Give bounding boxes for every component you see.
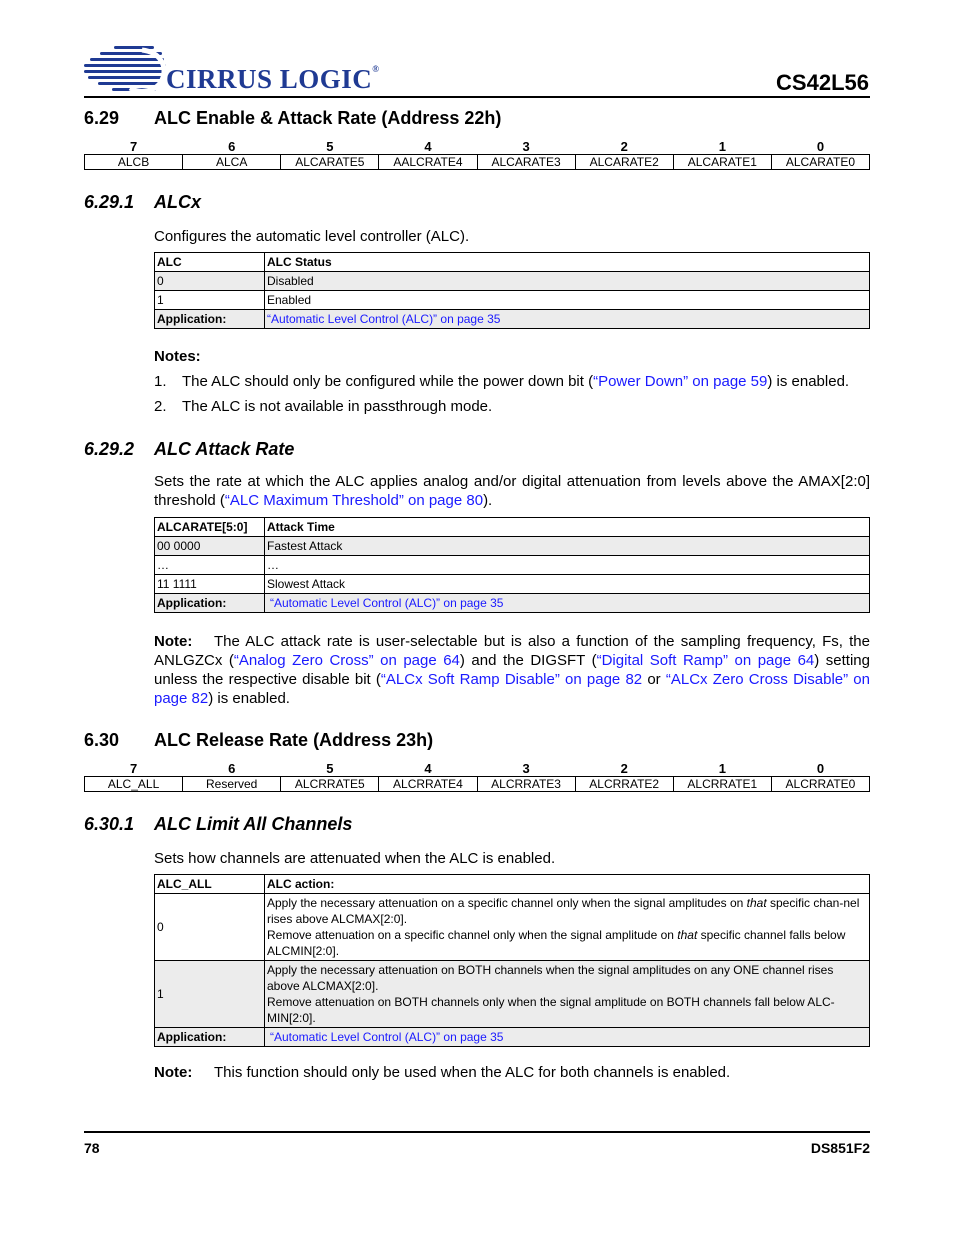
bit-number: 6 [228, 760, 236, 776]
bit-number: 0 [816, 138, 825, 154]
table-cell: Enabled [265, 291, 870, 310]
cell-text: Apply the necessary attenuation on BOTH channels when the signal amplitudes on any ONE channel rises above ALCMAX[2:0]. [267, 963, 834, 993]
cell-text-italic: that [677, 928, 698, 942]
bit-name: ALC_ALL [85, 777, 183, 792]
bit-name: ALCARATE3 [477, 155, 575, 170]
table-row [155, 575, 870, 594]
note-text: ) is enabled. [208, 690, 290, 707]
bit-number: 3 [522, 760, 530, 776]
section-heading-6-29 [84, 108, 501, 129]
bit-name: ALCRRATE4 [379, 777, 477, 792]
bit-number: 5 [326, 760, 334, 776]
table-row [155, 961, 870, 1028]
note-text: The ALC is not available in passthrough mode. [182, 398, 493, 415]
bit-name: ALCB [85, 155, 183, 170]
desc-text: Sets the rate at which the ALC applies analog and/or digital attenuation from levels above the AMAX[2:0] threshold ( [154, 473, 870, 509]
note-item-2 [154, 397, 870, 416]
register-bitmap-22h [84, 138, 870, 170]
table-cell: Disabled [265, 272, 870, 291]
document-id: DS851F2 [810, 1140, 870, 1156]
bit-number: 3 [522, 138, 530, 154]
table-cell: 00 0000 [155, 537, 265, 556]
description [154, 472, 870, 510]
table-cell [265, 961, 870, 1028]
bit-name: ALCA [183, 155, 281, 170]
attack-rate-note [154, 632, 870, 708]
application-label: Application: [155, 1028, 265, 1047]
section-number: 6.30 [84, 730, 120, 750]
header-cell: ALC [155, 253, 265, 272]
table-cell: 0 [155, 272, 265, 291]
cell-text: Apply the necessary attenuation on a specific channel only when the signal amplitudes on [267, 896, 747, 910]
bit-number: 7 [129, 138, 138, 154]
bit-name: ALCRRATE5 [281, 777, 379, 792]
cell-text: Remove attenuation on a specific channel only when the signal amplitude on [267, 928, 678, 942]
note-text: This function should only be used when the ALC for both channels is enabled. [214, 1064, 731, 1081]
subsection-title: ALC Attack Rate [154, 439, 295, 459]
description: Sets how channels are attenuated when the ALC is enabled. [154, 850, 556, 867]
cell-text-italic: that [746, 896, 767, 910]
section-number: 6.29 [84, 108, 120, 128]
bit-name: ALCARATE1 [673, 155, 771, 170]
section-heading-6-30 [84, 730, 433, 751]
application-link[interactable]: “Automatic Level Control (ALC)” on page 35 [270, 1030, 504, 1044]
bit-name: ALCRRATE3 [477, 777, 575, 792]
digital-soft-ramp-link[interactable]: “Digital Soft Ramp” on page 64 [596, 652, 815, 669]
bit-number: 0 [816, 760, 825, 776]
subsection-heading-6-29-1 [84, 192, 201, 213]
note-text: ) setting unless the respective disable bit ( [154, 652, 870, 688]
header-cell: ALC Status [265, 253, 870, 272]
bit-number: 2 [620, 760, 628, 776]
description: Configures the automatic level controller (ALC). [154, 228, 470, 245]
table-row [155, 537, 870, 556]
table-cell: 0 [155, 894, 265, 961]
table-row [155, 894, 870, 961]
table-cell: … [155, 556, 265, 575]
table-cell: Slowest Attack [265, 575, 870, 594]
header-cell: ALC_ALL [155, 875, 265, 894]
application-row [155, 1028, 870, 1047]
bit-number: 4 [424, 760, 432, 776]
table-row [155, 556, 870, 575]
bit-name: ALCRRATE0 [771, 777, 869, 792]
application-row [155, 594, 870, 613]
table-cell: 1 [155, 961, 265, 1028]
attack-rate-table [154, 517, 870, 613]
bit-number: 1 [718, 138, 726, 154]
cell-text: Remove attenuation on BOTH channels only when the signal amplitude on BOTH channels fall below ALC-MIN[2:0]. [267, 995, 835, 1025]
subsection-title: ALC Limit All Channels [154, 814, 353, 834]
alc-all-note [154, 1063, 870, 1082]
soft-ramp-disable-link[interactable]: “ALCx Soft Ramp Disable” on page 82 [380, 671, 643, 688]
page-number: 78 [84, 1140, 100, 1156]
application-label: Application: [155, 310, 265, 329]
bit-name: AALCRATE4 [379, 155, 477, 170]
note-text: or [642, 671, 666, 688]
bit-number: 6 [228, 138, 236, 154]
footer-rule [84, 1131, 870, 1133]
alc-max-threshold-link[interactable]: “ALC Maximum Threshold” on page 80 [224, 492, 484, 509]
application-link[interactable]: “Automatic Level Control (ALC)” on page 35 [267, 312, 501, 326]
subsection-number: 6.29.1 [84, 192, 135, 212]
table-cell: 11 1111 [155, 575, 265, 594]
list-number: 1. [154, 373, 167, 390]
note-text: The ALC should only be configured while the power down bit ( [182, 373, 594, 390]
note-text: The ALC attack rate is user-selectable but is also a function of the sampling frequency, Fs, the ANLGZCx ( [154, 633, 870, 669]
register-bitmap-23h [84, 760, 870, 792]
table-cell: … [265, 556, 870, 575]
subsection-heading-6-29-2 [84, 439, 294, 460]
analog-zero-cross-link[interactable]: “Analog Zero Cross” on page 64 [233, 652, 460, 669]
bit-number: 2 [620, 138, 628, 154]
table-header-row [155, 518, 870, 537]
bit-number: 5 [326, 138, 334, 154]
alc-all-table [154, 874, 870, 1047]
header-cell: Attack Time [265, 518, 870, 537]
subsection-number: 6.30.1 [84, 814, 135, 834]
bit-name: ALCARATE0 [771, 155, 869, 170]
bit-number: 1 [718, 760, 726, 776]
part-number: CS42L56 [776, 70, 869, 95]
section-title: ALC Release Rate (Address 23h) [154, 730, 434, 750]
header-rule [84, 96, 870, 98]
bit-name: ALCARATE2 [575, 155, 673, 170]
cell-text: specific chan-nel rises above ALCMAX[2:0]. [267, 896, 860, 926]
section-title: ALC Enable & Attack Rate (Address 22h) [154, 108, 502, 128]
cell-text: specific channel falls below ALCMIN[2:0]. [267, 928, 846, 958]
table-cell: Fastest Attack [265, 537, 870, 556]
header-cell: ALC action: [265, 875, 870, 894]
bit-name: ALCRRATE1 [673, 777, 771, 792]
application-label: Application: [155, 594, 265, 613]
note-label: Note: [154, 1064, 193, 1081]
table-row [155, 291, 870, 310]
application-link[interactable]: “Automatic Level Control (ALC)” on page 35 [270, 596, 504, 610]
notes-label: Notes: [154, 348, 201, 365]
bit-number: 7 [129, 760, 138, 776]
header-cell: ALCARATE[5:0] [155, 518, 265, 537]
bit-number: 4 [424, 138, 432, 154]
table-row [155, 272, 870, 291]
table-header-row [155, 253, 870, 272]
note-text: ) and the DIGSFT ( [459, 652, 597, 669]
bit-name: ALCARATE5 [281, 155, 379, 170]
table-cell [265, 894, 870, 961]
note-text: ) is enabled. [767, 373, 850, 390]
subsection-number: 6.29.2 [84, 439, 135, 459]
application-row [155, 310, 870, 329]
table-header-row [155, 875, 870, 894]
subsection-heading-6-30-1 [84, 814, 352, 835]
bit-name: ALCRRATE2 [575, 777, 673, 792]
alc-status-table [154, 252, 870, 329]
cirrus-logic-logo-text: CIRRUS LOGIC® [166, 64, 380, 94]
note-label: Note: [154, 633, 193, 650]
subsection-title: ALCx [154, 192, 202, 212]
bit-name: Reserved [183, 777, 281, 792]
table-cell: 1 [155, 291, 265, 310]
desc-text: ). [483, 492, 493, 509]
power-down-link[interactable]: “Power Down” on page 59 [593, 373, 768, 390]
list-number: 2. [154, 398, 167, 415]
note-item-1 [154, 372, 870, 391]
zero-cross-disable-link[interactable]: “ALCx Zero Cross Disable” on page 82 [154, 671, 870, 707]
